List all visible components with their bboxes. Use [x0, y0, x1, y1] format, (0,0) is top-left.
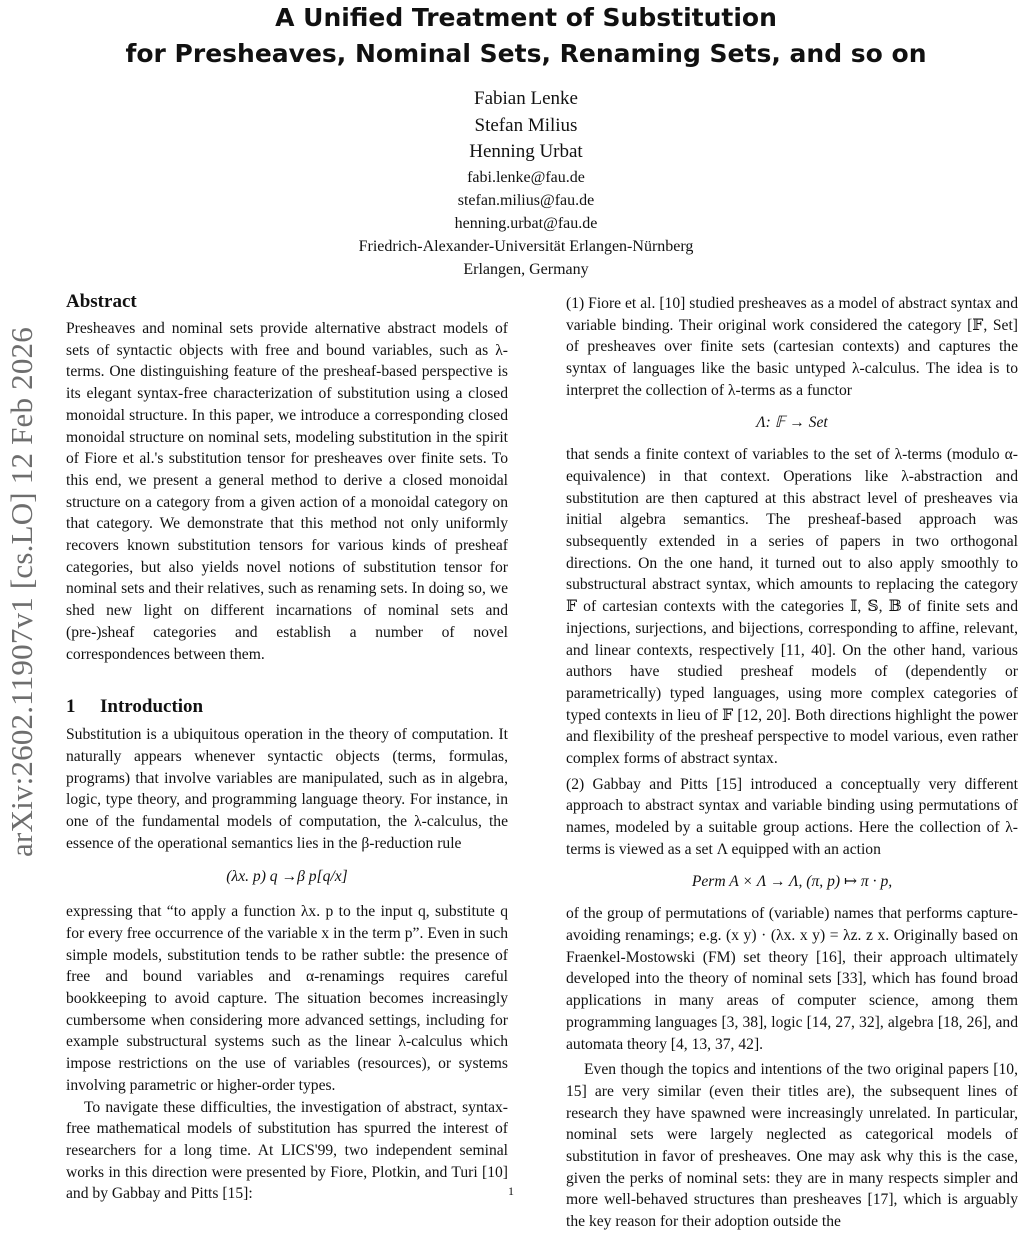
- paper-title: [60, 0, 992, 72]
- location: Erlangen, Germany: [463, 260, 589, 278]
- author-name: Henning Urbat: [469, 141, 583, 162]
- author-email[interactable]: stefan.milius@fau.de: [457, 191, 595, 209]
- right-paragraph-2: that sends a finite context of variables to the set of λ-terms (modulo α-equivalence) in that context. Operations like λ-abstraction and substitution are then captured at this abstract level of presheaves via initial algebra semantics. The presheaf-based approach was subsequently extended in a series of papers in two orthogonal directions. On the one hand, it turned out to also apply smoothly to substructural abstract syntax, which amounts to replacing the category 𝔽 of cartesian contexts with the categories 𝕀, 𝕊, 𝔹 of finite sets and injections, surjections, and bijections, corresponding to affine, relevant, and linear contexts, respectively [11, 40]. On the other hand, various authors have studied presheaf models of (dependently or parametrically) typed languages, using more complex categories of typed contexts in lieu of 𝔽 [12, 20]. Both directions highlight the power and flexibility of the presheaf perspective to model various, even rather complex forms of abstract syntax.: [566, 446, 1018, 768]
- section-number: 1: [66, 696, 76, 718]
- lambda-functor-equation: Λ: 𝔽 → Set: [756, 413, 828, 431]
- intro-paragraph-3: To navigate these difficulties, the investigation of abstract, syntax-free mathematical models of substitution has spurred the interest of researchers for a long time. At LICS'99, two independent seminal works in this direction were presented by Fiore, Plotkin, and Turi [10] and by Gabbay and Pitts [15]:: [66, 1098, 508, 1203]
- affiliation: Friedrich-Alexander-Universität Erlangen-Nürnberg: [358, 237, 694, 255]
- author-name: Fabian Lenke: [474, 88, 578, 109]
- intro-paragraph-1: Substitution is a ubiquitous operation in the theory of computation. It naturally appears whenever syntactic objects (terms, formulas, programs) that involve variables are manipulated, such as in algebra, logic, type theory, and programming language theory. For instance, in one of the fundamental models of computation, the λ-calculus, the essence of the operational semantics lies in the β-reduction rule: [66, 726, 508, 852]
- title-line-1: A Unified Treatment of Substitution: [275, 3, 777, 32]
- author-email[interactable]: fabi.lenke@fau.de: [467, 168, 585, 186]
- author-name: Stefan Milius: [474, 114, 578, 136]
- right-paragraph-4: of the group of permutations of (variable) names that performs capture-avoiding renamings; e.g. (x y) · (λx. x y) = λz. z x. Originally based on Fraenkel-Mostowski (FM) set theory [16], their approach ultimately developed into the theory of nominal sets [33], which has found broad applications in many areas of computer science, among them programming languages [3, 38], logic [14, 27, 32], algebra [18, 26], and automata theory [4, 13, 37, 42].: [566, 905, 1018, 1053]
- right-paragraph-3: (2) Gabbay and Pitts [15] introduced a conceptually very different approach to abstract syntax and variable binding using permutations of names, modeled by a suitable group actions. Here the collection of λ-terms is viewed as a set Λ equipped with an action: [566, 775, 1018, 858]
- title-line-2: for Presheaves, Nominal Sets, Renaming Sets, and so on: [125, 39, 927, 68]
- left-column: [66, 290, 508, 1205]
- abstract-heading: Abstract: [66, 291, 137, 312]
- section-heading-introduction: [66, 695, 508, 719]
- arxiv-identifier-sidebar: [2, 262, 42, 922]
- permutation-action-equation: Perm A × Λ → Λ, (π, p) ↦ π · p,: [691, 872, 893, 890]
- author-block: [60, 86, 992, 281]
- section-title: Introduction: [100, 696, 204, 718]
- arxiv-id: arXiv:2602.11907v1 [cs.LO] 12 Feb 2026: [4, 327, 39, 857]
- right-column: [566, 293, 1018, 1233]
- beta-reduction-equation: (λx. p) q →β p[q/x]: [226, 868, 348, 886]
- abstract-text: Presheaves and nominal sets provide alternative abstract models of sets of syntactic objects with free and bound variables, such as λ-terms. One distinguishing feature of the presheaf-based perspective is its elegant syntax-free characterization of substitution using a closed monoidal structure. In this paper, we introduce a corresponding closed monoidal structure on nominal sets, modeling substitution in the spirit of Fiore et al.'s substitution tensor for presheaves over finite sets. To this end, we present a general method to derive a closed monoidal structure on a category from a given action of a monoidal category on that category. We demonstrate that this method not only uniformly recovers known substitution tensors for various kinds of presheaf categories, but also yields novel notions of substitution tensor for nominal sets and their relatives, such as renaming sets. In doing so, we shed new light on different incarnations of nominal sets and (pre-)sheaf categories and establish a number of novel correspondences between them.: [66, 320, 508, 663]
- author-email[interactable]: henning.urbat@fau.de: [454, 214, 598, 232]
- page-number: 1: [508, 1184, 514, 1198]
- right-paragraph-5: Even though the topics and intentions of the two original papers [10, 15] are very similar (even their titles are), the subsequent lines of research they have spawned were increasingly unrelated. In particular, nominal sets were largely neglected as categorical models of substitution in favor of presheaves. One may ask why this is the case, given the perks of nominal sets: they are in many respects simpler and more well-behaved structures than presheaves [17], which is arguably the key reason for their adoption outside the: [566, 1061, 1018, 1231]
- right-paragraph-1: (1) Fiore et al. [10] studied presheaves as a model of abstract syntax and variable binding. Their original work considered the category [𝔽, Set] of presheaves over finite sets (cartesian contexts) and captures the syntax of languages like the basic untyped λ-calculus. The idea is to interpret the collection of λ-terms as a functor: [566, 295, 1018, 399]
- intro-paragraph-2: expressing that “to apply a function λx. p to the input q, substitute q for every free occurrence of the variable x in the term p”. Even in such simple models, substitution tends to be rather subtle: the presence of free and bound variables and α-renamings requires careful bookkeeping to avoid capture. The situation becomes increasingly cumbersome when considering more advanced settings, including for example substructural systems such as the linear λ-calculus which impose restrictions on the use of variables (resources), or systems involving parametric or higher-order types.: [66, 903, 508, 1094]
